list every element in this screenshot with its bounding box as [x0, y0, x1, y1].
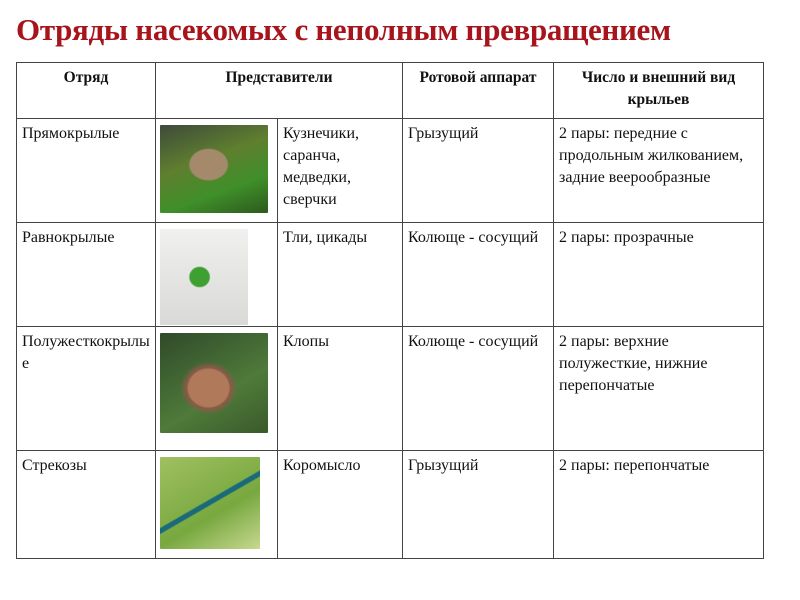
- representatives-cell: Тли, цикады: [278, 223, 403, 327]
- shield-bug-photo: [160, 333, 268, 433]
- table-row: [17, 223, 764, 327]
- mouthparts-cell: Колюще - сосущий: [403, 223, 554, 327]
- representatives-cell: Коромысло: [278, 451, 403, 559]
- header-order: Отряд: [17, 63, 156, 119]
- wings-cell: 2 пары: прозрачные: [554, 223, 764, 327]
- page-title: Отряды насекомых с неполным превращением: [16, 12, 671, 47]
- table-row: [17, 451, 764, 559]
- mouthparts-cell: Грызущий: [403, 119, 554, 223]
- table-row: [17, 119, 764, 223]
- representatives-cell: Клопы: [278, 327, 403, 451]
- order-cell: Стрекозы: [17, 451, 156, 559]
- representatives-cell: Кузнечики, саранча, медведки, сверчки: [278, 119, 403, 223]
- header-row: [17, 63, 764, 119]
- table-row: [17, 327, 764, 451]
- aphid-photo: [160, 229, 248, 325]
- header-representatives: Представители: [156, 63, 403, 119]
- header-wings: Число и внешний вид крыльев: [554, 63, 764, 119]
- mouthparts-cell: Грызущий: [403, 451, 554, 559]
- order-cell: Прямокрылые: [17, 119, 156, 223]
- wings-cell: 2 пары: перепончатые: [554, 451, 764, 559]
- order-cell: Равнокрылые: [17, 223, 156, 327]
- wings-cell: 2 пары: верхние полужесткие, нижние перепончатые: [554, 327, 764, 451]
- grasshopper-photo: [160, 125, 268, 213]
- damselfly-photo: [160, 457, 260, 549]
- mouthparts-cell: Колюще - сосущий: [403, 327, 554, 451]
- header-mouthparts: Ротовой аппарат: [403, 63, 554, 119]
- insect-orders-table: [16, 62, 764, 559]
- order-cell: Полужесткокрылые: [17, 327, 156, 451]
- wings-cell: 2 пары: передние с продольным жилкованием, задние веерообразные: [554, 119, 764, 223]
